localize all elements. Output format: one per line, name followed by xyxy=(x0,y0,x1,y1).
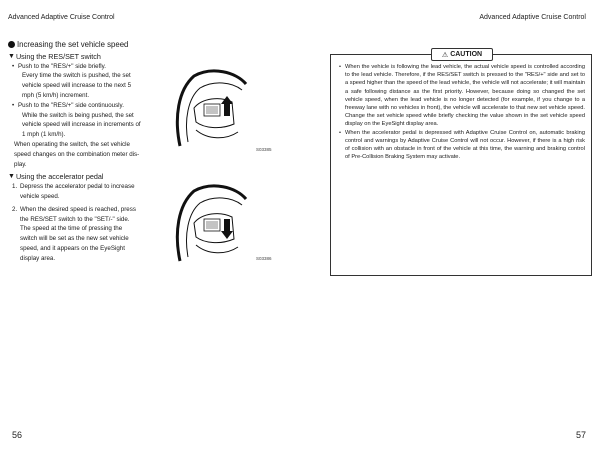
bullet-brief-desc: Every time the switch is pushed, the set vehicle speed will increase to the next 5 mph (5 km/h) increment. xyxy=(22,72,132,99)
caution-item-2: • When the accelerator pedal is depressed with Adaptive Cruise Control on, automatic braking control and warnings by Adaptive Cruise Control will not occur. However, if there is a high risk of collision with an obstacle in front of the vehicle at this time, the warning and braking control of Pre-Collision Braking System may activate. xyxy=(337,129,585,162)
caution-item-1: • When the vehicle is following the lead vehicle, the actual vehicle speed is controlled according to the lead vehicle. Therefore, if the RES/SET switch is pressed to the "RES/+" side and set to a speed higher than the speed of the lead vehicle, the vehicle will not accelerate; it will maintain a safe following distance as the first priority. However, because doing so changed the set vehicle speed, when the lead vehicle is no longer detected (for example, if you change to a freeway lane with no vehicles in front), the vehicle will accelerate to that new set vehicle speed. Change the set vehicle speed while briefly checking the value shown in the set vehicle speed display on the EyeSight display area. xyxy=(337,63,585,129)
step-1: 1. Depress the accelerator pedal to increase vehicle speed. xyxy=(12,183,135,200)
triangle-down-icon: ▼ xyxy=(8,52,15,60)
steering-switch-down-illustration xyxy=(172,183,252,267)
caution-heading: ⚠ CAUTION xyxy=(431,48,493,61)
triangle-down-icon: ▼ xyxy=(8,173,15,181)
figure-caption-2: S03386 xyxy=(256,256,272,261)
steering-switch-up-illustration xyxy=(172,68,252,152)
figure-caption-1: S03385 xyxy=(256,147,272,152)
caution-box xyxy=(330,51,592,276)
left-column xyxy=(8,40,168,264)
bullet-continuous-desc: While the switch is being pushed, the set vehicle speed will increase in increments of 1 mph (1 km/h). xyxy=(22,111,141,139)
section-title-text: Increasing the set vehicle speed xyxy=(17,40,129,49)
step-2: 2. When the desired speed is reached, press the RES/SET switch to the "SET/-" side. The speed at the time of pressing the switch will be set as the new set vehicle speed, and it appears on the EyeSight display area. xyxy=(12,205,136,262)
subheading-accelerator: ▼ Using the accelerator pedal xyxy=(8,172,104,182)
page-number-right: 57 xyxy=(575,430,586,440)
caution-body xyxy=(337,63,585,161)
bullet-continuous: • Push to the "RES/+" side continuously. xyxy=(8,101,168,111)
bullet-brief: • Push to the "RES/+" side briefly. xyxy=(8,62,168,72)
subheading-res-set: ▼ Using the RES/SET switch xyxy=(8,51,101,61)
running-header-left: Advanced Adaptive Cruise Control xyxy=(8,14,115,21)
filled-circle-icon xyxy=(8,41,15,48)
section-title xyxy=(8,40,168,50)
page-number-left: 56 xyxy=(12,430,23,440)
running-header-right: Advanced Adaptive Cruise Control xyxy=(479,14,586,21)
warning-triangle-icon: ⚠ xyxy=(441,51,449,59)
operation-paragraph: When operating the switch, the set vehicle speed changes on the combination meter dis- play. xyxy=(14,140,140,168)
